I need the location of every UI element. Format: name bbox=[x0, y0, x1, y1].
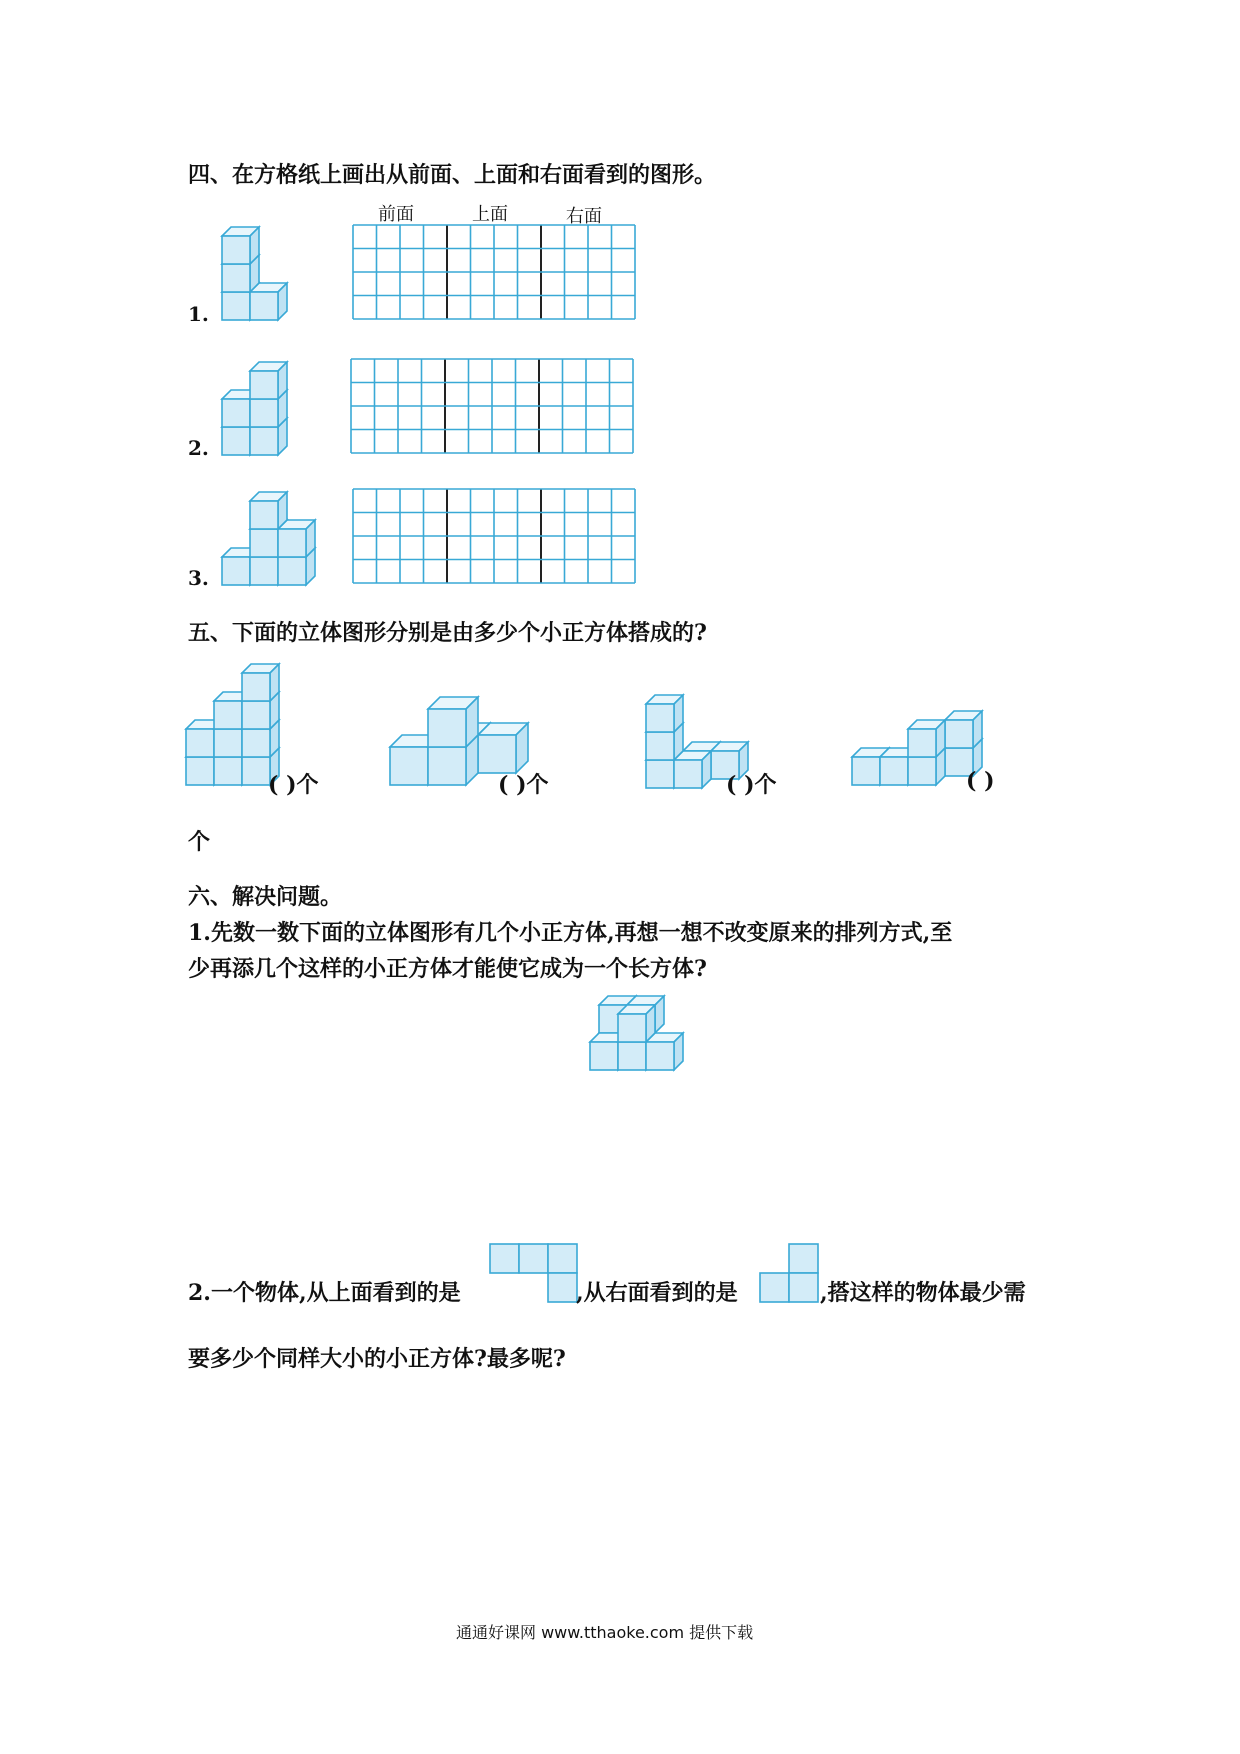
grid-paper-1 bbox=[352, 224, 636, 320]
answer-blank[interactable]: ( )个 bbox=[498, 772, 549, 798]
question-1-line-2: 少再添几个这样的小正方体才能使它成为一个长方体? bbox=[188, 956, 707, 982]
cube bbox=[222, 227, 259, 264]
grid-paper-2 bbox=[350, 358, 634, 454]
cube bbox=[646, 1033, 683, 1070]
top-view-shape bbox=[490, 1244, 580, 1304]
cube bbox=[478, 723, 528, 773]
grid-paper-3 bbox=[352, 488, 636, 584]
section4-title: 四、在方格纸上画出从前面、上面和右面看到的图形。 bbox=[188, 162, 717, 188]
label-right: 右面 bbox=[566, 206, 602, 227]
answer-blank[interactable]: ( )个 bbox=[726, 772, 777, 798]
figure-5-c bbox=[644, 685, 734, 795]
question-2-line-2: 要多少个同样大小的小正方体?最多呢? bbox=[188, 1346, 566, 1372]
item-number: 1. bbox=[188, 302, 209, 326]
section5-title: 五、下面的立体图形分别是由多少个小正方体搭成的? bbox=[188, 620, 707, 646]
cube bbox=[618, 1005, 655, 1042]
figure-4-2 bbox=[200, 350, 320, 470]
cube-group bbox=[590, 996, 683, 1070]
cube-group bbox=[222, 227, 287, 320]
right-view-shape bbox=[760, 1244, 822, 1304]
cube bbox=[250, 492, 287, 529]
cube bbox=[250, 283, 287, 320]
answer-blank[interactable]: ( )个 bbox=[268, 772, 319, 798]
figure-5-a bbox=[186, 645, 276, 795]
cube-group bbox=[222, 492, 315, 585]
question-1-line-1: 1.先数一数下面的立体图形有几个小正方体,再想一想不改变原来的排列方式,至 bbox=[188, 920, 953, 946]
cube bbox=[945, 711, 982, 748]
cube bbox=[674, 751, 711, 788]
item-number: 2. bbox=[188, 436, 209, 460]
footer-credit: 通通好课网 www.tthaoke.com 提供下载 bbox=[456, 1623, 754, 1642]
figure-4-1 bbox=[200, 215, 320, 335]
label-top: 上面 bbox=[472, 204, 508, 225]
figure-4-3 bbox=[200, 480, 340, 600]
question-2-part-3: ,搭这样的物体最少需 bbox=[820, 1280, 1026, 1306]
answer-unit: 个 bbox=[188, 829, 211, 855]
cube bbox=[646, 695, 683, 732]
question-2-part-1: 2.一个物体,从上面看到的是 bbox=[188, 1280, 461, 1306]
cube bbox=[278, 520, 315, 557]
figure-5-b bbox=[390, 670, 510, 790]
cube bbox=[428, 697, 478, 747]
figure-6-1 bbox=[590, 990, 710, 1090]
cube-group bbox=[852, 711, 982, 785]
cube bbox=[250, 362, 287, 399]
cube-group bbox=[222, 362, 287, 455]
answer-blank[interactable]: ( ) bbox=[966, 768, 995, 794]
section6-title: 六、解决问题。 bbox=[188, 884, 343, 910]
item-number: 3. bbox=[188, 566, 209, 590]
question-2-part-2: ,从右面看到的是 bbox=[576, 1280, 738, 1306]
figure-5-d bbox=[850, 700, 980, 790]
cube bbox=[908, 720, 945, 757]
label-front: 前面 bbox=[378, 204, 414, 225]
cube bbox=[242, 664, 279, 701]
cube-group bbox=[186, 664, 279, 785]
